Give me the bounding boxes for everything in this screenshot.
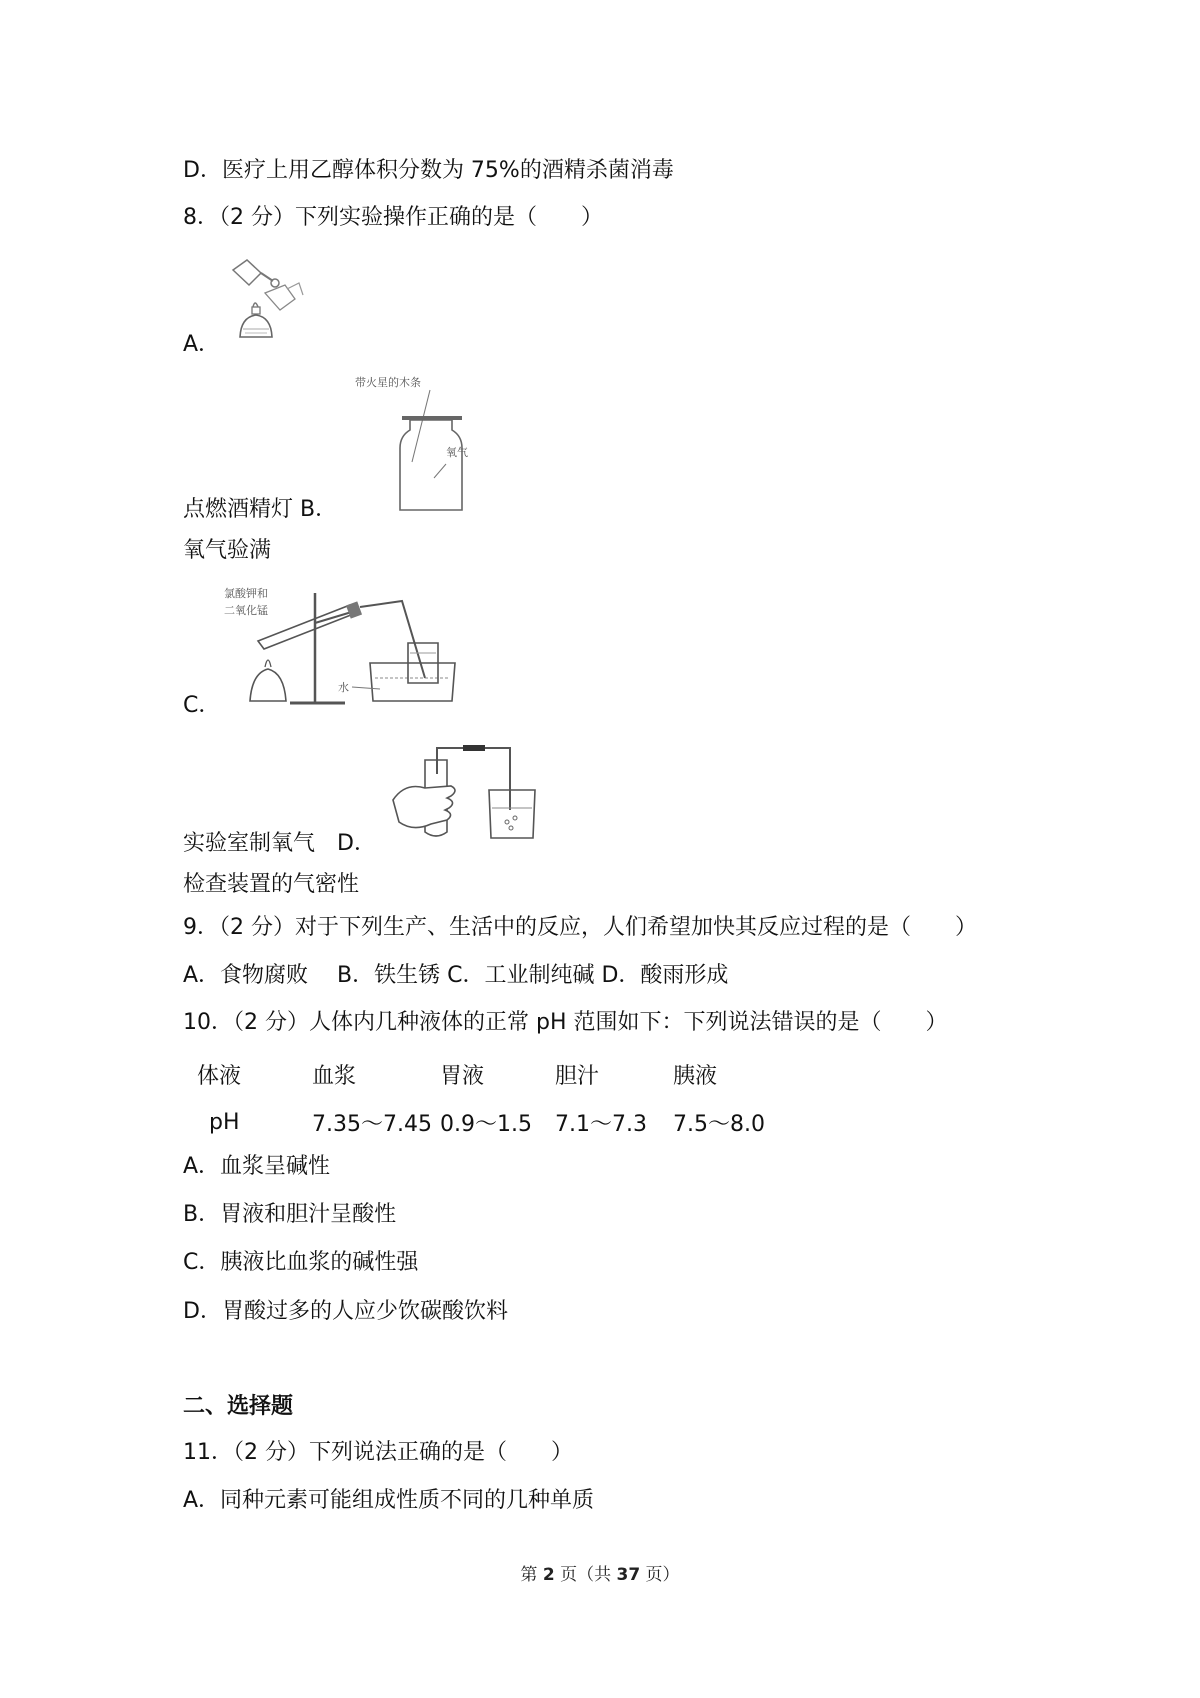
ph-table-cell: 7.1～7.3	[555, 1111, 647, 1137]
ph-table-header-cell: 胰液	[673, 1063, 718, 1089]
figure-airtightness-check	[385, 740, 545, 840]
q10-option-d: D．胃酸过多的人应少饮碳酸饮料	[183, 1299, 508, 1324]
figure-oxygen-test-full	[350, 372, 485, 517]
ph-table-header-cell: 血浆	[312, 1063, 357, 1089]
q8-stem: 8．（2 分）下列实验操作正确的是（ ）	[183, 205, 603, 230]
q10-option-b: B．胃液和胆汁呈酸性	[183, 1202, 397, 1227]
page-footer	[0, 1560, 1200, 1585]
ph-table-header-cell: 胃液	[440, 1063, 485, 1089]
q8-caption-c-with-d: 实验室制氧气 D．	[183, 831, 376, 856]
b-label-top: 带火星的木条	[355, 376, 421, 389]
q7-option-d: D．医疗上用乙醇体积分数为 75%的酒精杀菌消毒	[183, 158, 674, 183]
ph-table-row	[183, 1098, 765, 1146]
q10-stem: 10．（2 分）人体内几种液体的正常 pH 范围如下：下列说法错误的是（ ）	[183, 1010, 948, 1035]
q8-caption-b: 氧气验满	[183, 538, 272, 563]
q9-stem: 9．（2 分）对于下列生产、生活中的反应，人们希望加快其反应过程的是（ ）	[183, 915, 977, 940]
footer-total-pages: 37	[616, 1565, 641, 1585]
q10-option-a: A．血浆呈碱性	[183, 1154, 331, 1179]
c-label-reagent-1: 氯酸钾和	[224, 587, 268, 600]
footer-middle: 页（共	[554, 1565, 617, 1585]
q8-caption-d: 检查装置的气密性	[183, 872, 360, 897]
figure-lighting-alcohol-lamp	[225, 255, 310, 355]
section-heading: 二、选择题	[183, 1394, 294, 1419]
ph-table-cell: 7.5～8.0	[673, 1111, 765, 1137]
ph-table-cell: 7.35～7.45	[312, 1111, 432, 1137]
footer-page-number: 2	[542, 1565, 555, 1585]
footer-suffix: 页）	[640, 1565, 680, 1585]
q9-options: A．食物腐败 B．铁生锈 C．工业制纯碱 D．酸雨形成	[183, 963, 729, 988]
ph-table-header-cell: 体液	[197, 1063, 242, 1089]
ph-table-cell: pH	[209, 1109, 240, 1135]
q8-option-a: A．	[183, 332, 221, 357]
figure-oxygen-preparation	[220, 583, 470, 708]
q11-stem: 11．（2 分）下列说法正确的是（ ）	[183, 1440, 573, 1465]
c-label-reagent-2: 二氧化锰	[224, 604, 268, 617]
footer-prefix: 第	[520, 1565, 543, 1585]
q11-option-a: A．同种元素可能组成性质不同的几种单质	[183, 1488, 595, 1513]
b-label-side: 氧气	[446, 446, 468, 459]
q10-option-c: C．胰液比血浆的碱性强	[183, 1250, 419, 1275]
ph-table-header-row	[183, 1050, 765, 1098]
ph-table	[183, 1050, 765, 1146]
ph-table-cell: 0.9～1.5	[440, 1111, 532, 1137]
q8-caption-a-with-b: 点燃酒精灯 B．	[183, 497, 338, 522]
c-label-water: 水	[338, 681, 349, 694]
ph-table-header-cell: 胆汁	[555, 1063, 600, 1089]
q8-option-c: C．	[183, 693, 221, 718]
